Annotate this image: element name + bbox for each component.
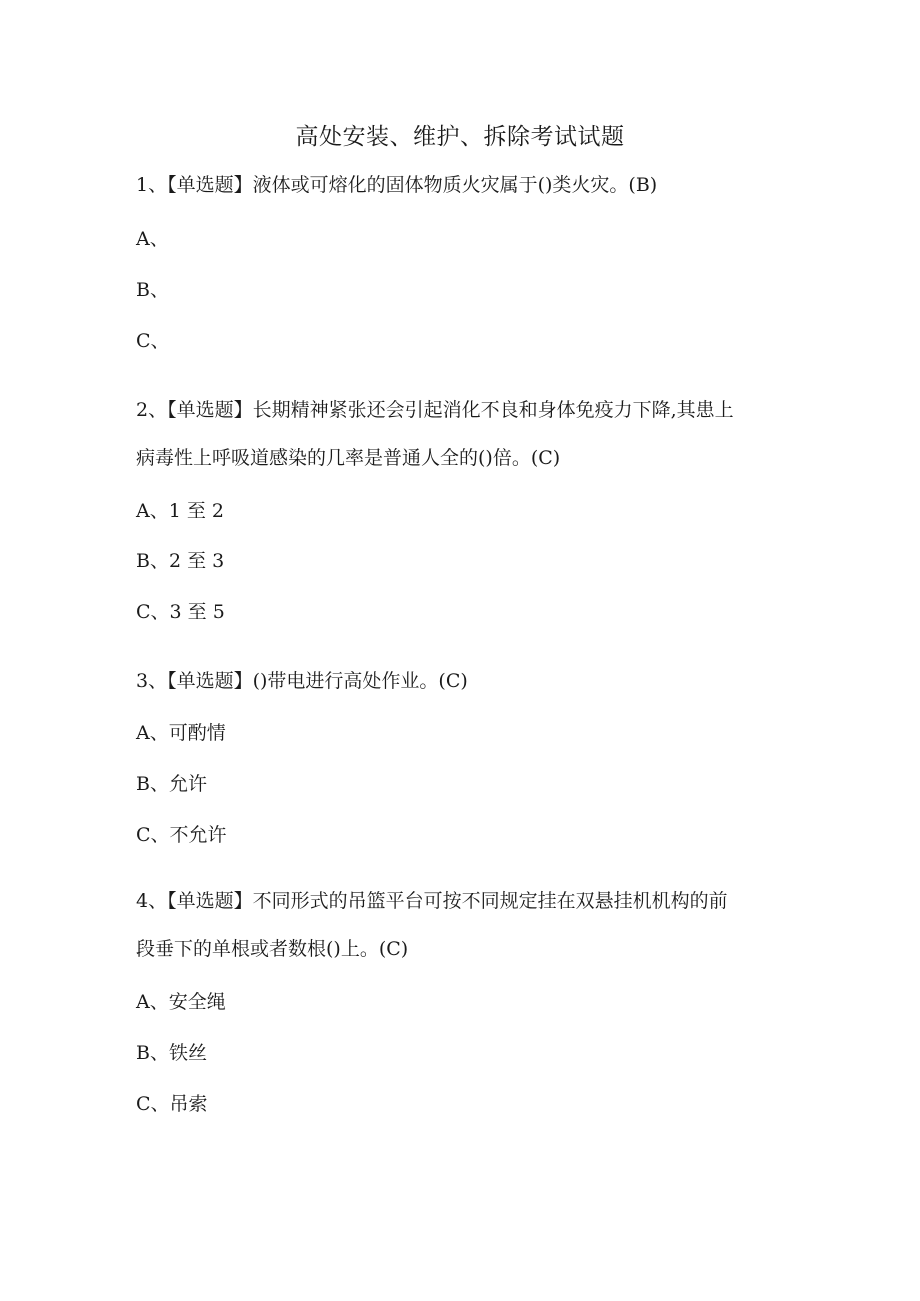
question-2-option-a: A、1 至 2: [136, 500, 224, 522]
question-4-option-c: C、吊索: [136, 1093, 208, 1115]
question-1-text: 1、【单选题】液体或可熔化的固体物质火灾属于()类火灾。(B): [136, 174, 658, 196]
question-3-option-c: C、不允许: [136, 824, 227, 846]
question-1-option-a: A、: [136, 228, 169, 250]
question-1-option-c: C、: [136, 330, 170, 352]
question-3-option-a: A、可酌情: [136, 722, 226, 744]
question-4-option-b: B、铁丝: [136, 1042, 207, 1064]
question-1-option-b: B、: [136, 279, 169, 301]
question-2-text-continued: 病毒性上呼吸道感染的几率是普通人全的()倍。(C): [136, 447, 561, 469]
question-4-text-continued: 段垂下的单根或者数根()上。(C): [136, 938, 409, 960]
question-3-text: 3、【单选题】()带电进行高处作业。(C): [136, 670, 468, 692]
question-4-option-a: A、安全绳: [136, 991, 226, 1013]
question-2-option-c: C、3 至 5: [136, 601, 225, 623]
question-3-option-b: B、允许: [136, 773, 207, 795]
question-4-text: 4、【单选题】不同形式的吊篮平台可按不同规定挂在双悬挂机机构的前: [136, 890, 728, 912]
question-2-text: 2、【单选题】长期精神紧张还会引起消化不良和身体免疫力下降,其患上: [136, 399, 734, 421]
page-title: 高处安装、维护、拆除考试试题: [295, 124, 625, 150]
question-2-option-b: B、2 至 3: [136, 550, 225, 572]
